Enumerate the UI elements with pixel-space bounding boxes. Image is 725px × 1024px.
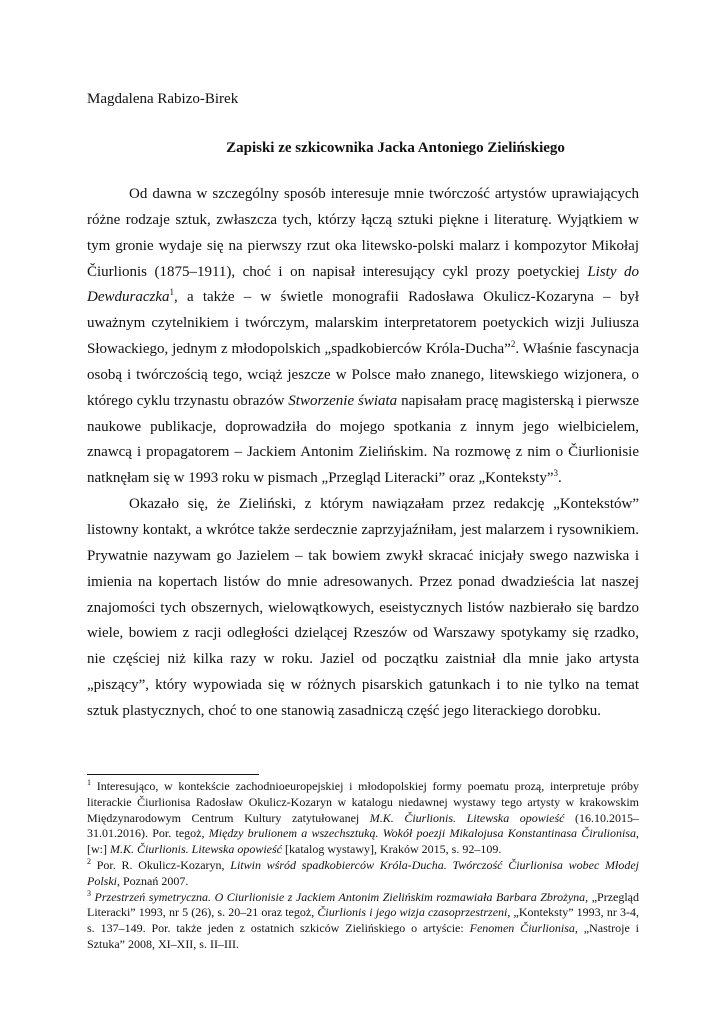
title-stworzenie-swiata: Stworzenie świata — [288, 392, 398, 409]
footnote-1-title-b: Między brulionem a wszechsztuką. Wokół poezji Mikalojusa Konstantinasa Čirulionisa — [208, 826, 636, 841]
footnote-1-text-d: [katalog wystawy], Kraków 2015, s. 92–109. — [282, 842, 502, 857]
paragraph-1-text-d: napisałam pracę magisterską i pierwsze naukowe publikacje, doprowadziła do mojego spotkania z innym jego wielbicielem, znawcą i propagatorem – Jackiem Antonim Zielińskim. Na rozmowę z nim o Čiurlionisie natknęłam się w 1993 roku w pismach „Przegląd Literacki” oraz „Konteksty” — [87, 392, 639, 487]
footnote-3-title-b: Čiurlionis i jego wizja czasoprzestrzeni — [317, 905, 508, 920]
footnote-3 — [87, 890, 639, 953]
footnote-2-title: Litwin wśród spadkobierców Króla-Ducha. Twórczość Čiurlionisa wobec Młodej Polski — [87, 857, 639, 888]
footnote-3-text-a: , „Przegląd Literacki” 1993, nr 5 (26), s. 20–21 oraz tegoż, — [87, 889, 640, 920]
footnote-3-text-c: , „Nastroje i Sztuka” 2008, XI–XII, s. II–III. — [87, 921, 640, 951]
footnote-2-number: 2 — [87, 856, 91, 866]
footnote-ref-2[interactable]: 2 — [510, 339, 516, 350]
footnote-1-number: 1 — [87, 778, 91, 787]
paragraph-2: Okazało się, że Zieliński, z którym nawiązałam przez redakcję „Kontekstów” listowny kontakt, a wkrótce także serdecznie zaprzyjaźniłam, jest malarzem i rysownikiem. Prywatnie nazywam go Jazielem – tak bowiem zwykł skracać inicjały swego nazwiska i imienia na kopertach listów do mnie adresowanych. Przez ponad dwadzieścia lat naszej znajomości tych obszernych, wielowątkowych, eseistycznych listów nazbierało się bardzo wiele, bowiem z racji odległości dzielącej Rzeszów od Warszawy spotykamy się rzadko, nie częściej niż kilka razy w roku. Jaziel od początku zaistniał dla mnie jako artysta „piszący”, który wypowiada się w różnych pisarskich gatunkach i to nie tylko na temat sztuk plastycznych, choć to one stanowią zasadniczą część jego literackiego dorobku. — [87, 496, 639, 719]
footnote-2 — [87, 858, 639, 890]
footnote-2-text-a: Por. R. Okulicz-Kozaryn, — [91, 857, 231, 872]
footnote-1-text-a: Interesująco, w kontekście zachodnioeuropejskiej i młodopolskiej formy poematu prozą, interpretuje próby literackie Čiurlionisa Radosław Okulicz-Kozaryn w katalogu niedawnej wystawy tego artysty w krakowskim Międzynarodowym Centrum Kultury zatytułowanej — [87, 779, 639, 825]
paragraph-1-text-a: Od dawna w szczególny sposób interesuje mnie twórczość artystów uprawiających różne rodzaje sztuk, zwłaszcza tych, którzy łączą sztuki piękne i literaturę. Wyjątkiem w tym gronie wydaje się na pierwszy rzut oka litewsko-polski malarz i kompozytor Mikołaj Čiurlionis (1875–1911), choć i on napisał interesujący cykl prozy poetyckiej — [87, 186, 639, 280]
footnote-3-title-c: Fenomen Čiurlionisa — [469, 921, 575, 936]
footnote-3-number: 3 — [87, 888, 91, 898]
main-text — [87, 182, 639, 725]
article-title: Zapiski ze szkicownika Jacka Antoniego Zielińskiego — [226, 140, 565, 156]
footnote-1-text-c: , [w:] — [87, 826, 639, 857]
paragraph-1-text-c: . Właśnie fascynacja osobą i twórczością tego, wciąż jeszcze w Polsce mało znanego, litewskiego wizjonera, o którego cyklu trzynastu obrazów — [87, 341, 640, 409]
footnote-3-title-a: Przestrzeń symetryczna. O Ciurlionisie z Jackiem Antonim Zielińskim rozmawiała Barbara Zbrożyna — [91, 889, 586, 904]
footnote-ref-1[interactable]: 1 — [169, 287, 174, 298]
author-name: Magdalena Rabizo-Birek — [87, 91, 239, 107]
footnote-2-text-b: , Poznań 2007. — [117, 873, 189, 888]
title-listy-do-dewduraczka: Listy do Dewduraczka — [87, 263, 639, 306]
footnote-ref-3[interactable]: 3 — [553, 468, 559, 479]
footnote-1-title-c: M.K. Čiurlionis. Litewska opowieść — [110, 842, 283, 857]
footnote-1-title-a: M.K. Čiurlionis. Litewska opowieść — [369, 810, 565, 825]
footnote-separator — [87, 774, 259, 775]
footnotes — [87, 779, 639, 953]
paragraph-1-text-b: , a także – w świetle monografii Radosława Okulicz-Kozaryna – był uważnym czytelnikiem i twórczym, malarskim interpretatorem poetyckich wizji Juliusza Słowackiego, jednym z młodopolskich „spadkobierców Króla-Ducha” — [87, 289, 639, 358]
footnote-1-text-b: (16.10.2015–31.01.2016). Por. tegoż, — [87, 810, 639, 841]
paragraph-1 — [87, 182, 639, 492]
footnote-1 — [87, 779, 639, 858]
footnote-3-text-b: , „Konteksty” 1993, nr 3-4, s. 137–149. Por. także jeden z ostatnich szkiców Zielińskiego o artyście: — [87, 905, 639, 936]
paragraph-1-text-e: . — [558, 470, 562, 487]
